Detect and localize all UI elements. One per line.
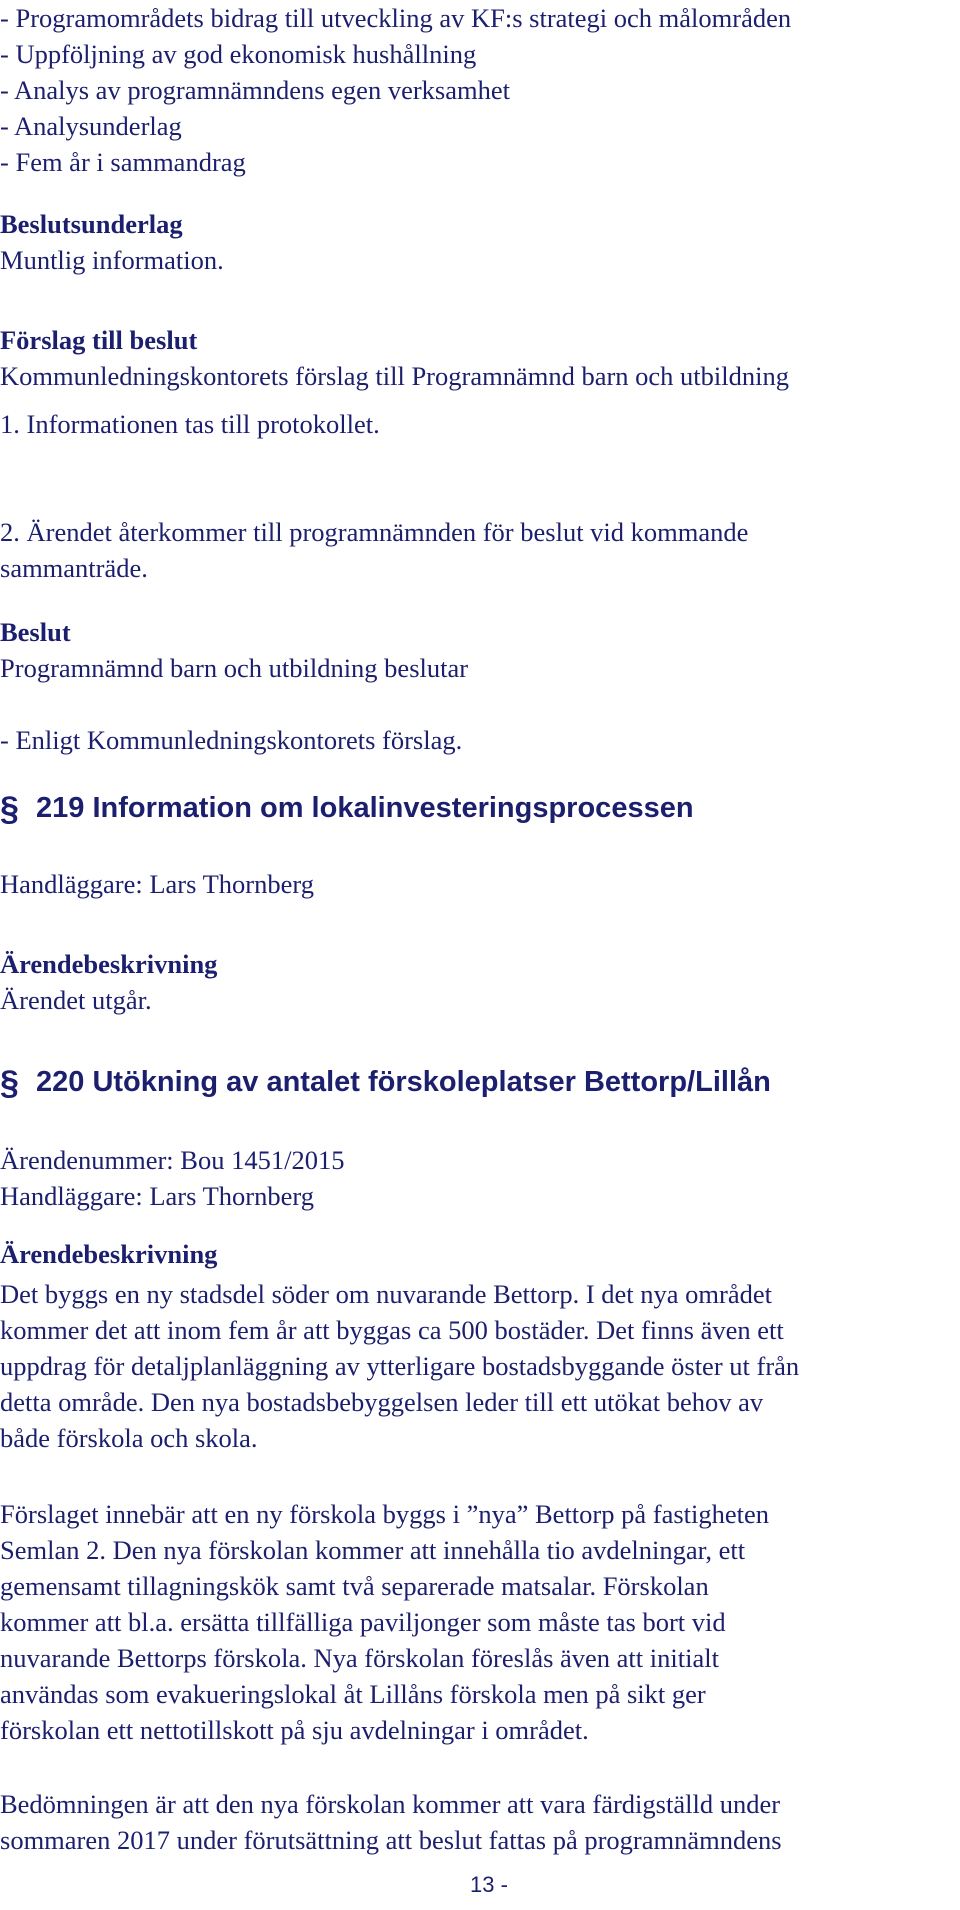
paragraph-icon: § <box>0 790 19 828</box>
paragraph-2-line: kommer att bl.a. ersätta tillfälliga paviljonger som måste tas bort vid <box>0 1607 726 1637</box>
page-number: 13 - <box>470 1872 508 1897</box>
beslutsunderlag-heading: Beslutsunderlag <box>0 209 183 239</box>
intro-list-item: - Analysunderlag <box>0 111 182 141</box>
section-220-handlaggare: Handläggare: Lars Thornberg <box>0 1181 314 1211</box>
intro-list-item: - Uppföljning av god ekonomisk hushållning <box>0 39 477 69</box>
paragraph-1-line: Det byggs en ny stadsdel söder om nuvarande Bettorp. I det nya området <box>0 1279 772 1309</box>
forslag-item-2-line-1: 2. Ärendet återkommer till programnämnden för beslut vid kommande <box>0 517 749 547</box>
paragraph-2-line: Semlan 2. Den nya förskolan kommer att innehålla tio avdelningar, ett <box>0 1535 746 1565</box>
beslut-text: Programnämnd barn och utbildning beslutar <box>0 653 469 683</box>
paragraph-3-line: Bedömningen är att den nya förskolan kommer att vara färdigställd under <box>0 1789 781 1819</box>
paragraph-3-line: sommaren 2017 under förutsättning att beslut fattas på programnämndens <box>0 1825 782 1855</box>
beslut-heading: Beslut <box>0 617 71 647</box>
forslag-item-1: 1. Informationen tas till protokollet. <box>0 409 380 439</box>
section-219-title-text: 219 Information om lokalinvesteringsprocessen <box>36 792 694 824</box>
section-220-title-text: 220 Utökning av antalet förskoleplatser Bettorp/Lillån <box>36 1066 771 1098</box>
paragraph-1-line: detta område. Den nya bostadsbebyggelsen leder till ett utökat behov av <box>0 1387 764 1417</box>
paragraph-icon: § <box>0 1064 19 1102</box>
paragraph-1-line: uppdrag för detaljplanläggning av ytterligare bostadsbyggande öster ut från <box>0 1351 800 1381</box>
paragraph-2-line: Förslaget innebär att en ny förskola byggs i ”nya” Bettorp på fastigheten <box>0 1499 770 1529</box>
section-220-desc-heading: Ärendebeskrivning <box>0 1239 218 1269</box>
beslut-item: - Enligt Kommunledningskontorets förslag. <box>0 725 463 755</box>
paragraph-2-line: förskolan ett nettotillskott på sju avdelningar i området. <box>0 1715 589 1745</box>
section-219-title <box>0 790 694 827</box>
forslag-item-2-line-2: sammanträde. <box>0 553 148 583</box>
paragraph-1-line: kommer det att inom fem år att byggas ca 500 bostäder. Det finns även ett <box>0 1315 784 1345</box>
intro-list-item: - Analys av programnämndens egen verksamhet <box>0 75 510 105</box>
section-220-title <box>0 1064 771 1101</box>
paragraph-1-line: både förskola och skola. <box>0 1423 258 1453</box>
forslag-heading: Förslag till beslut <box>0 325 198 355</box>
section-219-handlaggare: Handläggare: Lars Thornberg <box>0 869 314 899</box>
paragraph-2-line: gemensamt tillagningskök samt två separerade matsalar. Förskolan <box>0 1571 709 1601</box>
forslag-intro: Kommunledningskontorets förslag till Programnämnd barn och utbildning <box>0 361 790 391</box>
section-219-desc-text: Ärendet utgår. <box>0 985 152 1015</box>
paragraph-2-line: nuvarande Bettorps förskola. Nya förskolan föreslås även att initialt <box>0 1643 719 1673</box>
paragraph-2-line: användas som evakueringslokal åt Lillåns förskola men på sikt ger <box>0 1679 706 1709</box>
section-220-arendenummer: Ärendenummer: Bou 1451/2015 <box>0 1145 345 1175</box>
intro-list-item: - Programområdets bidrag till utveckling av KF:s strategi och målområden <box>0 3 792 33</box>
intro-list-item: - Fem år i sammandrag <box>0 147 246 177</box>
section-219-desc-heading: Ärendebeskrivning <box>0 949 218 979</box>
beslutsunderlag-text: Muntlig information. <box>0 245 224 275</box>
